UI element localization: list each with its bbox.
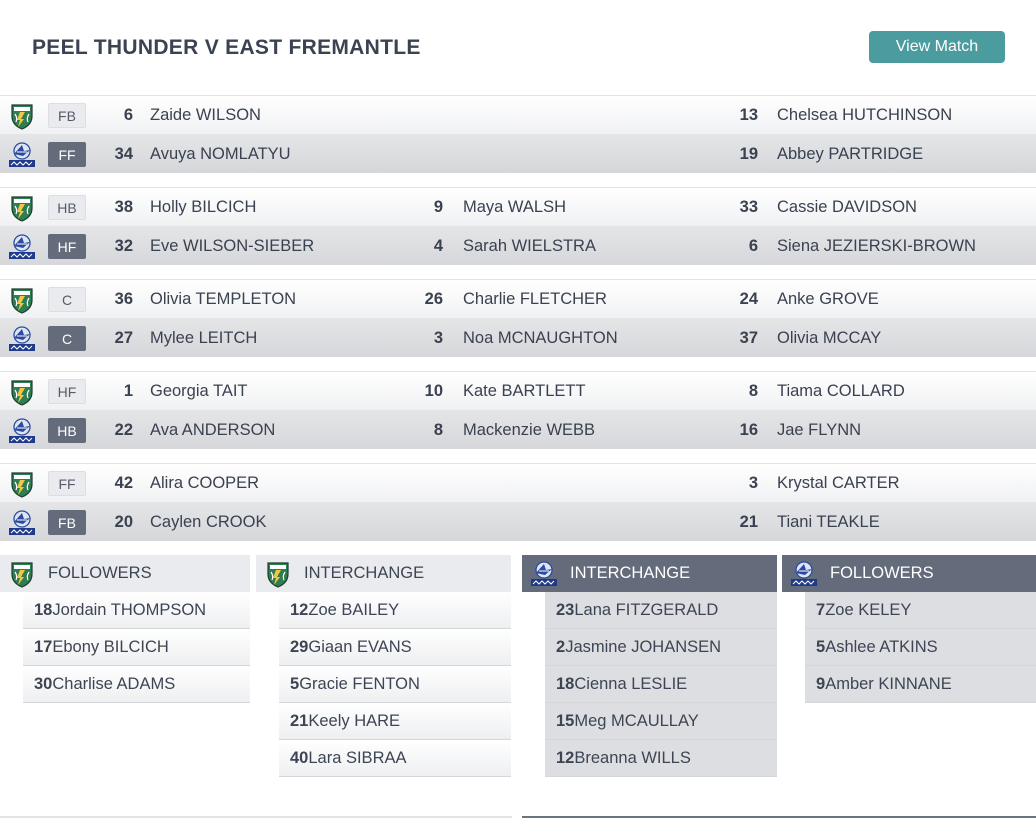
- player-number: 2: [556, 637, 566, 656]
- bench-player-row[interactable]: [23, 592, 250, 629]
- player-number: 12: [556, 748, 575, 767]
- east-fremantle-sharks-logo-icon: [790, 560, 818, 588]
- player-name[interactable]: Charlise ADAMS: [52, 674, 176, 693]
- bench-header: [522, 555, 777, 592]
- player-number: 33: [739, 198, 758, 216]
- bench-list: [23, 592, 250, 703]
- player-name[interactable]: Kate BARTLETT: [463, 382, 586, 400]
- home-line-row: [0, 187, 1036, 226]
- player-name[interactable]: Siena JEZIERSKI-BROWN: [777, 237, 976, 255]
- bench-title: INTERCHANGE: [304, 564, 425, 582]
- player-number: 36: [114, 290, 133, 308]
- line-group: [0, 187, 1036, 265]
- player-number: 5: [290, 674, 300, 693]
- away-line-row: [0, 318, 1036, 357]
- bench-header: [782, 555, 1036, 592]
- position-badge: HF: [48, 234, 86, 259]
- player-name[interactable]: Zoe KELEY: [825, 600, 912, 619]
- player-number: 21: [290, 711, 309, 730]
- peel-thunder-logo-icon: [8, 560, 36, 588]
- player-number: 20: [114, 513, 133, 531]
- player-number: 18: [34, 600, 53, 619]
- player-name[interactable]: Sarah WIELSTRA: [463, 237, 596, 255]
- player-name[interactable]: Meg MCAULLAY: [574, 711, 699, 730]
- player-name[interactable]: Jasmine JOHANSEN: [565, 637, 722, 656]
- view-match-button[interactable]: View Match: [869, 31, 1005, 63]
- east-fremantle-sharks-logo-icon: [8, 141, 36, 169]
- bench-player-row[interactable]: [805, 592, 1036, 629]
- player-number: 13: [739, 106, 758, 124]
- player-name[interactable]: Cassie DAVIDSON: [777, 198, 917, 216]
- east-fremantle-sharks-logo-icon: [530, 560, 558, 588]
- player-number: 12: [290, 600, 309, 619]
- bench-list: [279, 592, 511, 777]
- player-name[interactable]: Breanna WILLS: [574, 748, 691, 767]
- home-line-row: [0, 95, 1036, 134]
- player-number: 6: [748, 237, 758, 255]
- player-name[interactable]: Giaan EVANS: [308, 637, 412, 656]
- line-group: [0, 463, 1036, 541]
- bench-player-row[interactable]: [279, 740, 511, 777]
- bench-player-row[interactable]: [23, 666, 250, 703]
- player-name[interactable]: Noa MCNAUGHTON: [463, 329, 618, 347]
- bench-list: [545, 592, 777, 777]
- bench-title: FOLLOWERS: [830, 564, 934, 582]
- home-bench-interchange: [256, 555, 511, 777]
- player-name[interactable]: Keely HARE: [308, 711, 401, 730]
- player-name[interactable]: Tiani TEAKLE: [777, 513, 880, 531]
- player-number: 5: [816, 637, 826, 656]
- player-name[interactable]: Georgia TAIT: [150, 382, 248, 400]
- player-number: 38: [114, 198, 133, 216]
- away-line-row: [0, 134, 1036, 173]
- player-name[interactable]: Abbey PARTRIDGE: [777, 145, 924, 163]
- player-number: 42: [114, 474, 133, 492]
- east-fremantle-sharks-logo-icon: [8, 325, 36, 353]
- player-number: 37: [739, 329, 758, 347]
- player-number: 22: [114, 421, 133, 439]
- player-number: 7: [816, 600, 826, 619]
- player-name[interactable]: Amber KINNANE: [825, 674, 952, 693]
- player-number: 19: [739, 145, 758, 163]
- bench-player-row[interactable]: [805, 666, 1036, 703]
- player-number: 9: [433, 198, 443, 216]
- bench-header: [256, 555, 511, 592]
- player-number: 10: [424, 382, 443, 400]
- east-fremantle-sharks-logo-icon: [8, 509, 36, 537]
- position-badge: HB: [48, 418, 86, 443]
- bench-player-row[interactable]: [279, 629, 511, 666]
- player-number: 26: [424, 290, 443, 308]
- peel-thunder-logo-icon: [8, 470, 36, 498]
- player-name[interactable]: Holly BILCICH: [150, 198, 257, 216]
- bench-player-row[interactable]: [545, 740, 777, 777]
- player-number: 29: [290, 637, 309, 656]
- line-group: [0, 279, 1036, 357]
- position-badge: FB: [48, 103, 86, 128]
- player-name[interactable]: Jordain THOMPSON: [52, 600, 207, 619]
- home-line-row: [0, 463, 1036, 502]
- player-name[interactable]: Zaide WILSON: [150, 106, 261, 124]
- bench-player-row[interactable]: [545, 666, 777, 703]
- player-number: 15: [556, 711, 575, 730]
- home-line-row: [0, 371, 1036, 410]
- away-bench-followers: [782, 555, 1036, 703]
- position-badge: HF: [48, 379, 86, 404]
- match-header: [0, 0, 1036, 95]
- bench-title: FOLLOWERS: [48, 564, 152, 582]
- peel-thunder-logo-icon: [8, 378, 36, 406]
- player-number: 27: [114, 329, 133, 347]
- player-name[interactable]: Lana FITZGERALD: [574, 600, 719, 619]
- player-number: 34: [114, 145, 133, 163]
- position-badge: FB: [48, 510, 86, 535]
- player-number: 1: [123, 382, 133, 400]
- player-name[interactable]: Jae FLYNN: [777, 421, 862, 439]
- position-badge: C: [48, 326, 86, 351]
- player-name[interactable]: Avuya NOMLATYU: [150, 145, 291, 163]
- position-badge: FF: [48, 471, 86, 496]
- player-name[interactable]: Ava ANDERSON: [150, 421, 276, 439]
- player-number: 8: [433, 421, 443, 439]
- position-badge: C: [48, 287, 86, 312]
- player-name[interactable]: Olivia TEMPLETON: [150, 290, 297, 308]
- player-name[interactable]: Krystal CARTER: [777, 474, 900, 492]
- away-line-row: [0, 502, 1036, 541]
- player-number: 8: [748, 382, 758, 400]
- east-fremantle-sharks-logo-icon: [8, 417, 36, 445]
- player-name[interactable]: Tiama COLLARD: [777, 382, 905, 400]
- bench-player-row[interactable]: [279, 666, 511, 703]
- player-number: 24: [739, 290, 758, 308]
- player-number: 3: [748, 474, 758, 492]
- player-name[interactable]: Eve WILSON-SIEBER: [150, 237, 315, 255]
- player-number: 3: [433, 329, 443, 347]
- peel-thunder-logo-icon: [8, 102, 36, 130]
- bench-player-row[interactable]: [545, 703, 777, 740]
- position-badge: HB: [48, 195, 86, 220]
- player-name[interactable]: Anke GROVE: [777, 290, 879, 308]
- player-name[interactable]: Cienna LESLIE: [574, 674, 688, 693]
- bench-player-row[interactable]: [545, 629, 777, 666]
- east-fremantle-sharks-logo-icon: [8, 233, 36, 261]
- player-name[interactable]: Mylee LEITCH: [150, 329, 258, 347]
- player-name[interactable]: Lara SIBRAA: [308, 748, 407, 767]
- player-number: 40: [290, 748, 309, 767]
- player-name[interactable]: Alira COOPER: [150, 474, 260, 492]
- bench-list: [805, 592, 1036, 703]
- bench-player-row[interactable]: [279, 592, 511, 629]
- player-number: 9: [816, 674, 826, 693]
- line-group: [0, 371, 1036, 449]
- bench-title: INTERCHANGE: [570, 564, 691, 582]
- match-title: PEEL THUNDER V EAST FREMANTLE: [32, 36, 421, 59]
- bench-player-row[interactable]: [545, 592, 777, 629]
- player-number: 23: [556, 600, 575, 619]
- away-line-row: [0, 410, 1036, 449]
- player-name[interactable]: Chelsea HUTCHINSON: [777, 106, 953, 124]
- bench-player-row[interactable]: [805, 629, 1036, 666]
- peel-thunder-logo-icon: [264, 560, 292, 588]
- home-bench-followers: [0, 555, 250, 703]
- bench-header: [0, 555, 250, 592]
- player-name[interactable]: Ashlee ATKINS: [825, 637, 938, 656]
- player-name[interactable]: Gracie FENTON: [299, 674, 420, 693]
- peel-thunder-logo-icon: [8, 194, 36, 222]
- player-name[interactable]: Charlie FLETCHER: [463, 290, 607, 308]
- away-line-row: [0, 226, 1036, 265]
- team-lines: [0, 95, 1036, 555]
- player-number: 4: [433, 237, 443, 255]
- player-number: 30: [34, 674, 53, 693]
- player-number: 16: [739, 421, 758, 439]
- player-name[interactable]: Olivia MCCAY: [777, 329, 882, 347]
- player-number: 18: [556, 674, 575, 693]
- line-group: [0, 95, 1036, 173]
- player-number: 17: [34, 637, 53, 656]
- player-number: 32: [114, 237, 133, 255]
- player-name[interactable]: Zoe BAILEY: [308, 600, 400, 619]
- away-bench-interchange: [522, 555, 777, 777]
- player-name[interactable]: Caylen CROOK: [150, 513, 267, 531]
- bench-player-row[interactable]: [23, 629, 250, 666]
- player-number: 6: [123, 106, 133, 124]
- home-line-row: [0, 279, 1036, 318]
- player-name[interactable]: Ebony BILCICH: [52, 637, 169, 656]
- peel-thunder-logo-icon: [8, 286, 36, 314]
- player-number: 21: [739, 513, 758, 531]
- bench-player-row[interactable]: [279, 703, 511, 740]
- player-name[interactable]: Mackenzie WEBB: [463, 421, 596, 439]
- player-name[interactable]: Maya WALSH: [463, 198, 566, 216]
- position-badge: FF: [48, 142, 86, 167]
